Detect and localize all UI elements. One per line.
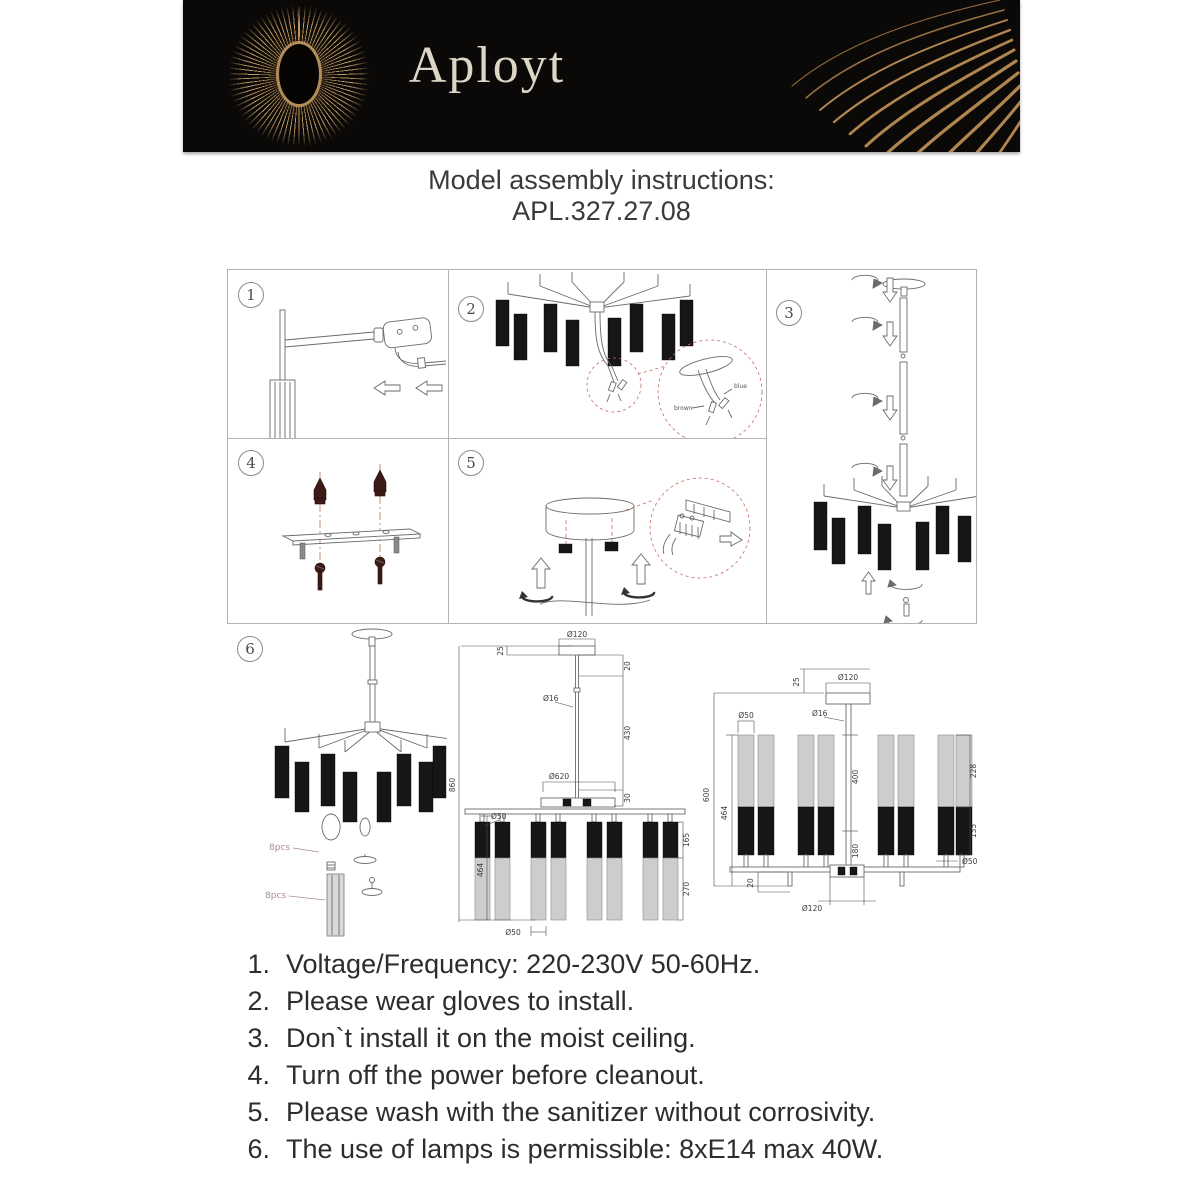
step-4-panel <box>228 438 448 623</box>
svg-text:180: 180 <box>851 843 860 859</box>
list-item <box>232 986 1022 1023</box>
brand-header <box>183 0 1020 152</box>
svg-text:30: 30 <box>623 793 632 803</box>
step-1-drawing <box>228 270 448 438</box>
item-text: Voltage/Frequency: 220-230V 50-60Hz. <box>286 949 761 979</box>
step-5-drawing <box>448 438 766 623</box>
document-title <box>183 165 1020 227</box>
item-text: Turn off the power before cleanout. <box>286 1060 705 1090</box>
item-text: Please wash with the sanitizer without corrosivity. <box>286 1097 876 1127</box>
svg-text:860: 860 <box>448 777 457 793</box>
item-text: The use of lamps is permissible: 8xE14 max 40W. <box>286 1134 884 1164</box>
svg-text:brown: brown <box>674 405 693 412</box>
svg-text:Ø50: Ø50 <box>505 928 521 937</box>
svg-text:270: 270 <box>682 881 691 897</box>
step-1-badge: 1 <box>238 282 264 308</box>
step-4-badge: 4 <box>238 450 264 476</box>
svg-text:Ø50: Ø50 <box>738 711 754 720</box>
brand-name: Aployt <box>408 37 566 94</box>
sunburst-core <box>279 44 319 104</box>
svg-text:430: 430 <box>623 725 632 741</box>
svg-text:Ø50: Ø50 <box>491 812 507 821</box>
svg-text:165: 165 <box>682 832 691 848</box>
step-6-panel <box>227 622 447 945</box>
svg-text:Ø120: Ø120 <box>801 904 823 913</box>
list-item <box>232 949 1022 986</box>
item-text: Don`t install it on the moist ceiling. <box>286 1023 696 1053</box>
item-number: 1. <box>247 949 270 979</box>
instructions-list <box>232 949 1022 1171</box>
svg-text:228: 228 <box>969 763 978 779</box>
step-5-panel <box>448 438 766 623</box>
svg-text:20: 20 <box>623 661 632 671</box>
step-2-drawing <box>448 270 766 438</box>
item-number: 4. <box>247 1060 270 1090</box>
svg-text:25: 25 <box>792 677 801 687</box>
steps-grid <box>227 269 977 624</box>
item-number: 5. <box>247 1097 270 1127</box>
svg-text:135: 135 <box>969 823 978 839</box>
step-3-badge: 3 <box>776 300 802 326</box>
item-number: 3. <box>247 1023 270 1053</box>
svg-text:464: 464 <box>720 805 729 821</box>
svg-text:400: 400 <box>851 769 860 785</box>
inverted-view-dims <box>700 655 990 945</box>
list-item <box>232 1134 1022 1171</box>
item-number: 6. <box>247 1134 270 1164</box>
svg-text:20: 20 <box>746 878 755 888</box>
svg-text:Ø120: Ø120 <box>566 630 588 639</box>
step-2-badge: 2 <box>458 296 484 322</box>
step-4-drawing <box>228 438 448 623</box>
title-line1: Model assembly instructions: <box>428 165 775 195</box>
step-1-panel <box>228 270 448 438</box>
step-6-badge: 6 <box>237 636 263 662</box>
svg-text:600: 600 <box>702 787 711 803</box>
list-item <box>232 1060 1022 1097</box>
svg-text:Ø620: Ø620 <box>548 772 570 781</box>
step-2-panel <box>448 270 766 438</box>
item-number: 2. <box>247 986 270 1016</box>
model-code: APL.327.27.08 <box>512 196 691 226</box>
svg-text:8pcs: 8pcs <box>265 891 287 901</box>
decorative-rays-icon <box>700 0 1020 152</box>
item-text: Please wear gloves to install. <box>286 986 635 1016</box>
list-item <box>232 1023 1022 1060</box>
step-3-panel <box>766 270 976 623</box>
svg-text:Ø16: Ø16 <box>812 709 828 718</box>
svg-text:464: 464 <box>476 862 485 878</box>
step-3-drawing <box>766 270 976 623</box>
dimension-drawing-inverted <box>700 655 990 945</box>
list-item <box>232 1097 1022 1134</box>
svg-text:8pcs: 8pcs <box>269 843 291 853</box>
svg-text:25: 25 <box>496 646 505 656</box>
step-6-drawing <box>227 622 447 945</box>
svg-text:Ø120: Ø120 <box>837 673 859 682</box>
svg-text:Ø50: Ø50 <box>962 857 978 866</box>
step-5-badge: 5 <box>458 450 484 476</box>
dimension-drawing-front <box>447 630 700 945</box>
front-view-dims <box>447 630 700 945</box>
svg-text:Ø16: Ø16 <box>543 694 559 703</box>
svg-text:blue: blue <box>734 383 747 390</box>
